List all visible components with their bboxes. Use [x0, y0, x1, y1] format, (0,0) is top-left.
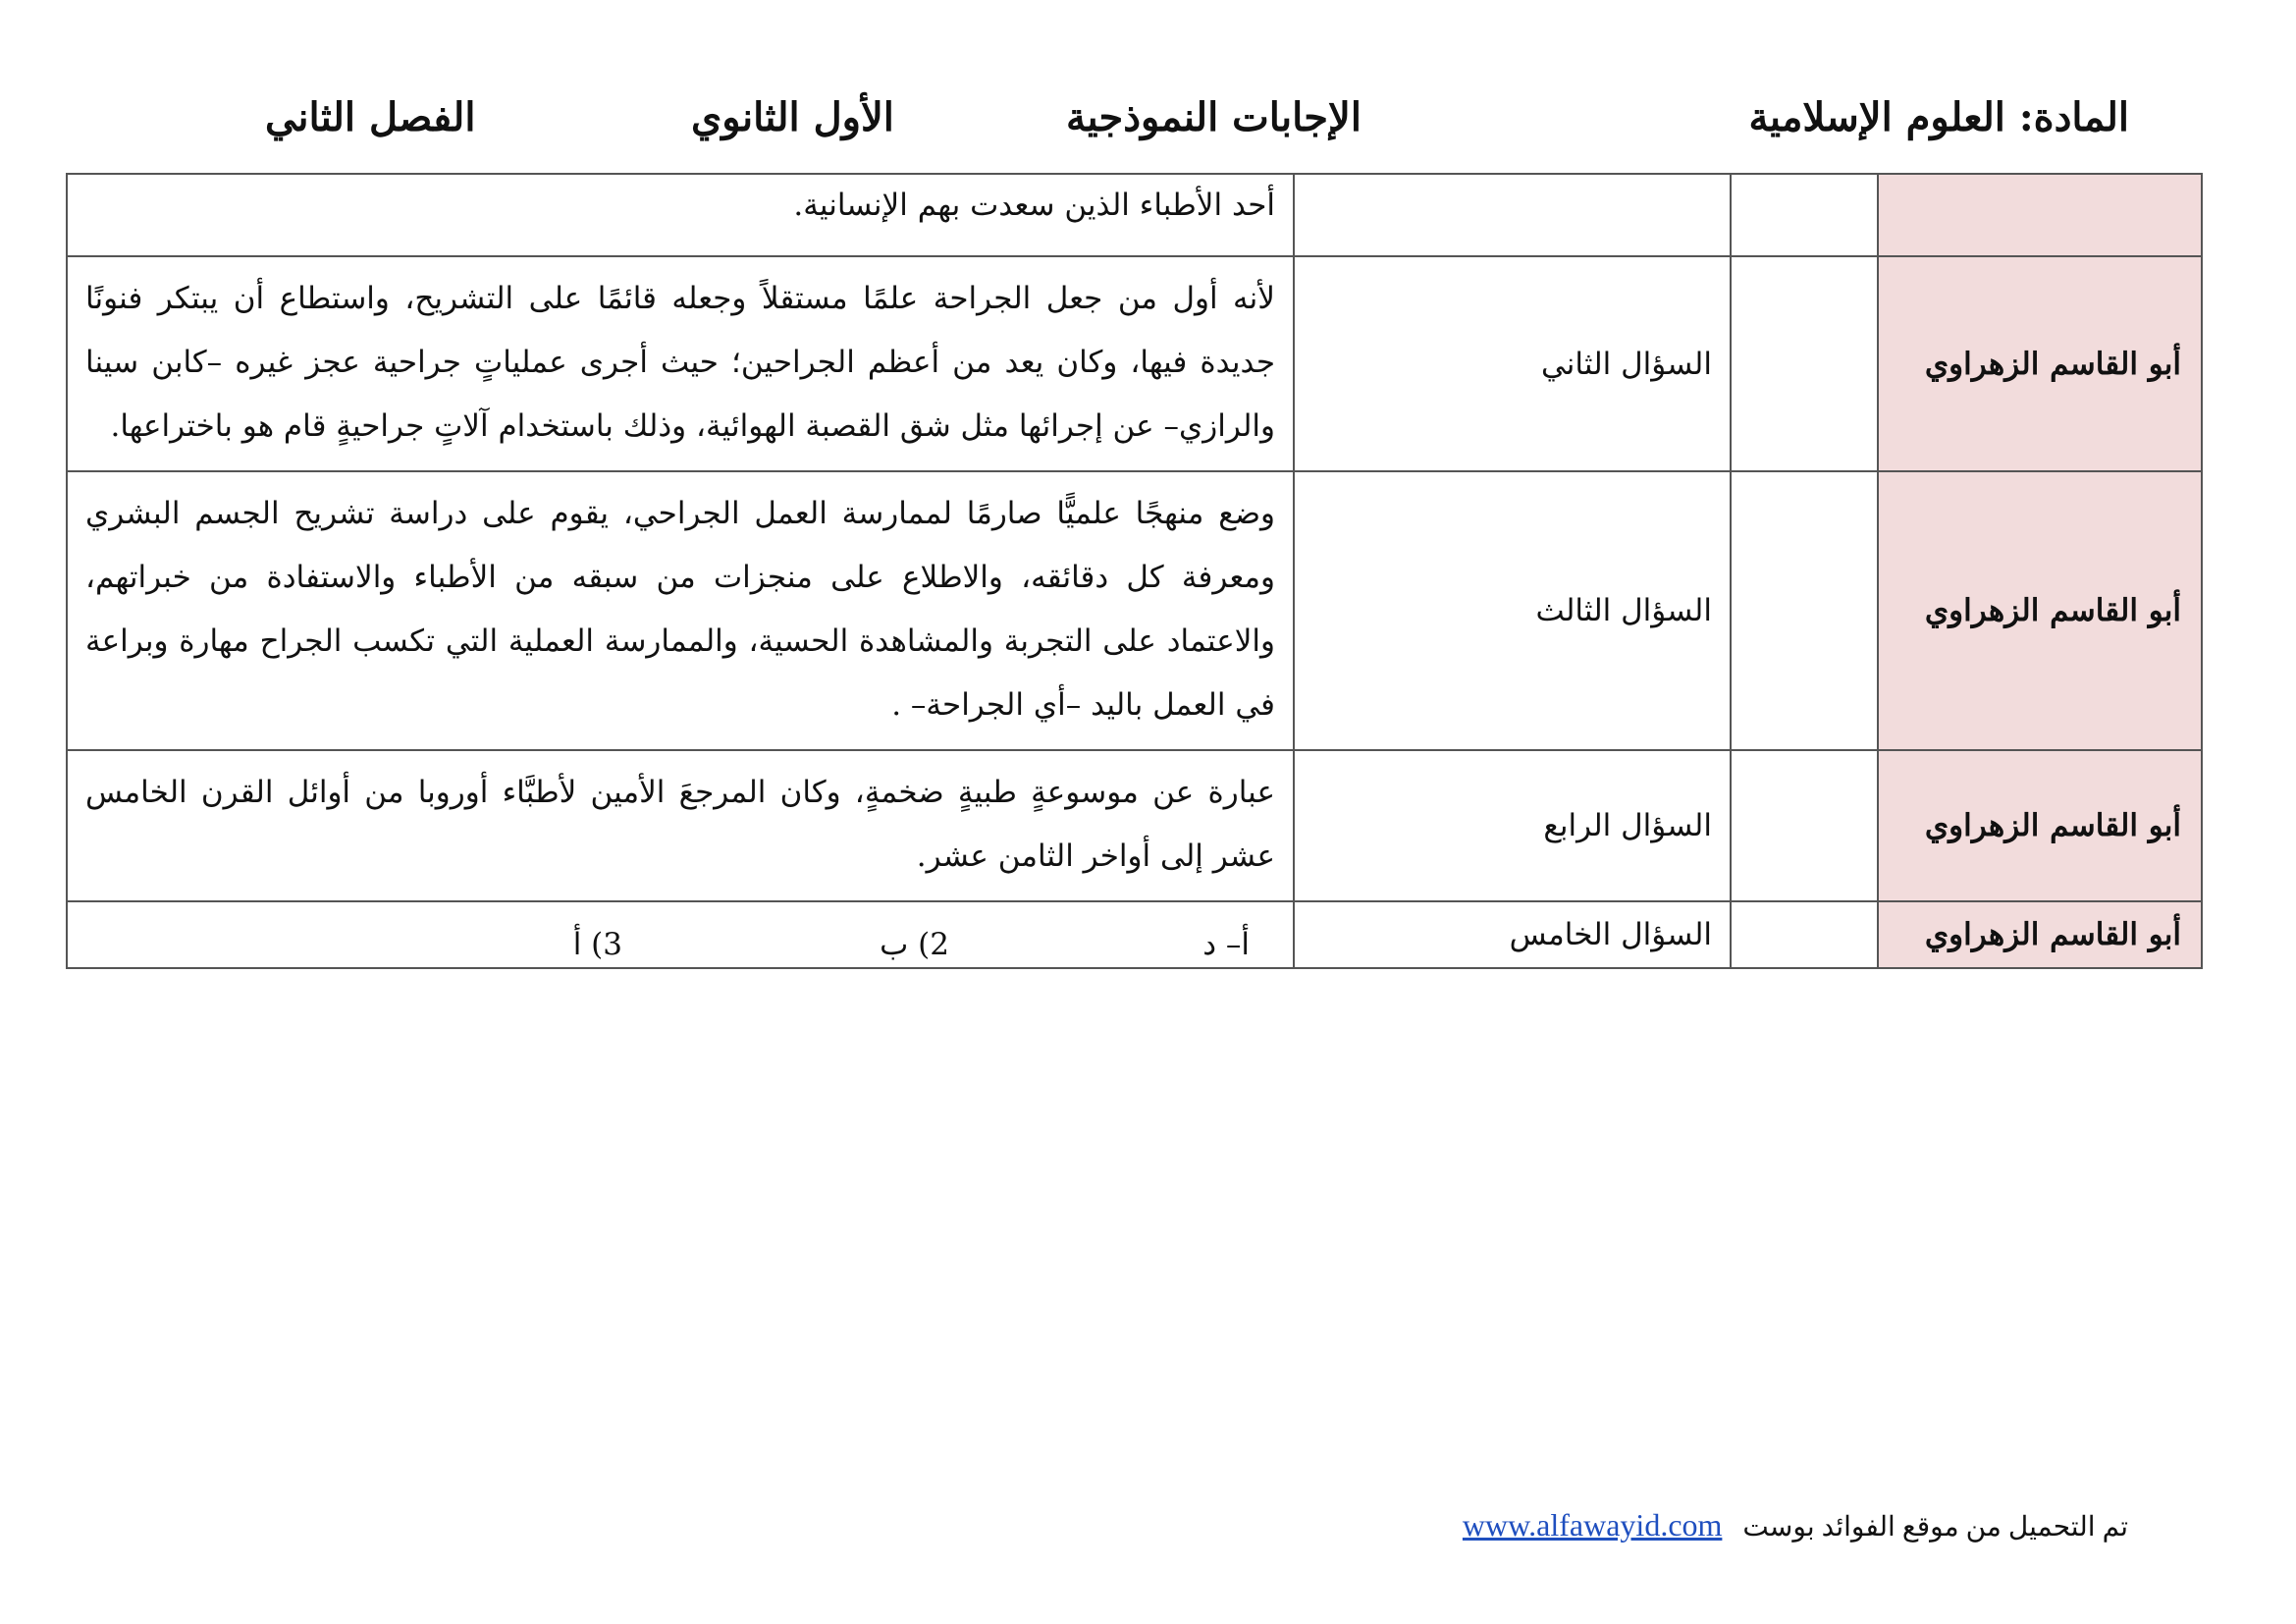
empty-cell — [1731, 256, 1878, 471]
grade-heading: الأول الثانوي — [691, 94, 894, 140]
answer-cell: وضع منهجًا علميًّا صارمًا لممارسة العمل الجراحي، يقوم على دراسة تشريح الجسم البشري ومعرفة كل دقائقه، والاطلاع على منجزات من سبقه من الأطباء والاستفادة من خبراتهم، والاعتماد على التجربة والمشاهدة الحسية، والممارسة العملية التي تكسب الجراح مهارة وبراعة في العمل باليد –أي الجراحة– . — [67, 471, 1294, 750]
question-cell — [1294, 174, 1731, 256]
mcq-answers — [68, 903, 1293, 966]
answer-cell: لأنه أول من جعل الجراحة علمًا مستقلاً وجعله قائمًا على التشريح، واستطاع أن يبتكر فنونًا جديدة فيها، وكان يعد من أعظم الجراحين؛ حيث أجرى عملياتٍ جراحية عجز غيره –كابن سينا والرازي– عن إجرائها مثل شق القصبة الهوائية، وذلك باستخدام آلاتٍ جراحيةٍ قام هو باختراعها. — [67, 256, 1294, 471]
empty-cell — [1731, 471, 1878, 750]
topic-cell: أبو القاسم الزهراوي — [1878, 750, 2202, 901]
term-heading: الفصل الثاني — [265, 94, 476, 140]
question-cell: السؤال الثالث — [1294, 471, 1731, 750]
mcq-answer-1: أ– د — [1202, 927, 1250, 962]
footer-note: تم التحميل من موقع الفوائد بوست — [1742, 1512, 2128, 1543]
answer-cell: عبارة عن موسوعةٍ طبيةٍ ضخمةٍ، وكان المرجعَ الأمين لأطبَّاء أوروبا من أوائل القرن الخامس عشر إلى أواخر الثامن عشر. — [67, 750, 1294, 901]
table-row — [67, 750, 2202, 901]
table-row — [67, 256, 2202, 471]
answers-title: الإجابات النموذجية — [1066, 94, 1362, 140]
topic-cell — [1878, 174, 2202, 256]
table-row — [67, 471, 2202, 750]
topic-cell: أبو القاسم الزهراوي — [1878, 901, 2202, 968]
mcq-answer-2: 2) ب — [880, 927, 949, 962]
answer-cell: أحد الأطباء الذين سعدت بهم الإنسانية. — [67, 174, 1294, 256]
question-cell: السؤال الثاني — [1294, 256, 1731, 471]
table-row — [67, 901, 2202, 968]
answer-cell — [67, 901, 1294, 968]
empty-cell — [1731, 901, 1878, 968]
topic-cell: أبو القاسم الزهراوي — [1878, 256, 2202, 471]
subject-heading: المادة: العلوم الإسلامية — [1748, 94, 2129, 140]
question-cell: السؤال الرابع — [1294, 750, 1731, 901]
topic-cell: أبو القاسم الزهراوي — [1878, 471, 2202, 750]
empty-cell — [1731, 174, 1878, 256]
website-link[interactable]: www.alfawayid.com — [1462, 1507, 1723, 1543]
table-row — [67, 174, 2202, 256]
footer — [1463, 1507, 2128, 1543]
answers-table — [66, 173, 2203, 969]
mcq-answer-3: 3) أ — [572, 927, 622, 962]
question-cell: السؤال الخامس — [1294, 901, 1731, 968]
empty-cell — [1731, 750, 1878, 901]
